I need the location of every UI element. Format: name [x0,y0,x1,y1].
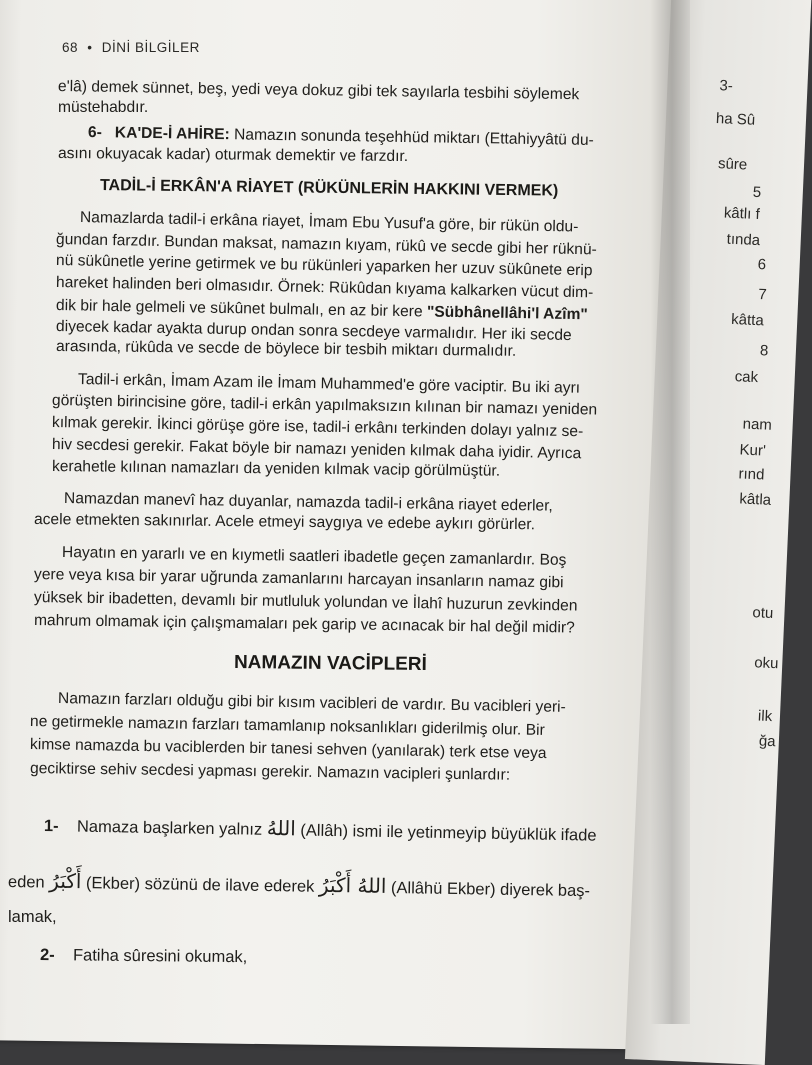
text-line: müstehabdır. [58,99,149,116]
text-line: acele etmekten sakınırlar. Acele etmeyi saygıya ve edebe aykırı görürler. [33,511,536,534]
right-page-fragment: Kur' [739,441,767,460]
right-page-fragment: otu [752,604,774,623]
text-line: kimse namazda bu vaciblerden bir tanesi sehven (yanılarak) terk etse veya [29,736,547,763]
book-gutter-shadow [650,0,690,1024]
right-page-fragment: 6 [757,256,767,274]
text-line: görüşten birincisine göre, tadil-i erkân yapılmaksızın kılınan bir namazı yeniden [51,392,598,419]
right-page-fragment: tında [726,230,761,250]
text-span: Namazın sonunda teşehhüd miktarı (Ettahiyyâtü du- [229,126,594,149]
text-span: Fatiha sûresini okumak, [72,946,248,967]
item-number: 1- [43,817,59,836]
right-page-fragment: nam [742,415,773,434]
item-number: 6- [87,124,103,142]
right-page-fragment: 8 [759,342,769,360]
text-line: Namazın farzları olduğu gibi bir kısım vacibleri de vardır. Bu vacibleri yeri- [57,690,566,716]
section-heading: NAMAZIN VACİPLERİ [233,652,427,676]
page-number: 68 [62,40,79,55]
text-line: lamak, [8,908,57,926]
arabic-text: اللهُ أَكْبَرُ [318,872,387,898]
text-span: Namaza başlarken yalnız [76,817,267,839]
section-heading: TADİL-İ ERKÂN'A RİAYET (RÜKÜNLERİN HAKKINI VERMEK) [99,177,559,200]
right-page-fragment: 7 [757,286,768,304]
list-item [40,946,247,967]
arabic-text: أَكْبَرُ [49,868,82,894]
right-page-fragment: kâtta [730,310,765,330]
text-line: nü sükûnetle yerine getirmek ve bu rükünleri yaparken her uzuv sükûnete erip [55,252,593,280]
right-page-fragment: rınd [738,465,765,484]
text-span: (Allâhü Ekber) diyerek baş- [386,878,591,901]
right-page-fragment: kâtlı f [723,204,761,224]
text-line: ne getirmekle namazın farzları tamamlanıp noksanlıkları giderilmiş olur. Bir [29,713,545,739]
text-line: geciktirse sehiv secdesi yapması gerekir. Namazın vacipleri şunlardır: [29,760,511,784]
right-page-fragment: sûre [717,155,748,174]
term-bold: KA'DE-İ AHİRE: [114,124,230,144]
header-separator: • [87,40,93,55]
book-title: DİNİ BİLGİLER [101,40,200,55]
text-line: asını okuyacak kadar) oturmak demektir ve farzdır. [57,145,409,166]
right-page-fragment: ğa [758,732,776,751]
text-line: Tadil-i erkân, İmam Azam ile İmam Muhammed'e göre vaciptir. Bu iki ayrı [77,371,581,397]
text-line: Namazdan manevî haz duyanlar, namazda tadil-i erkâna riayet ederler, [63,490,553,515]
quote-bold: "Sübhânellâhi'l Azîm" [426,303,588,324]
text-line: kılmak gerekir. İkinci görüşe göre ise, tadil-i erkânı terkinden dolayı yalnız se- [51,414,584,441]
text-line: yere veya kısa bir yarar uğrunda zamanlarını harcayan insanların namaz gibi [33,566,564,592]
right-page-fragment: kâtla [739,490,772,509]
right-page-fragment: 3- [719,77,734,95]
text-line: Namazlarda tadil-i erkâna riayet, İmam Ebu Yusuf'a göre, bir rükün oldu- [79,209,579,236]
text-line: mahrum olmamak için çalışmamaları pek garip ve acınacak bir hal değil midir? [33,612,575,637]
text-line: arasında, rükûda ve secde de böylece bir tesbih miktarı durmalıdır. [55,338,517,360]
right-page-fragment: oku [753,654,779,673]
text-span: (Allâh) ismi ile yetinmeyip büyüklük ifade [295,821,597,845]
text-line: e'lâ) demek sünnet, beş, yedi veya dokuz gibi tek sayılarla tesbihi söylemek [57,78,580,104]
arabic-text: اللهُ [266,815,297,841]
text-span: (Ekber) sözünü de ilave ederek [81,874,320,896]
text-span: eden [7,873,50,892]
text-line: diyecek kadar ayakta durup ondan sonra secdeye varmalıdır. Her iki secde [55,318,572,344]
right-page-fragment: cak [734,368,759,387]
right-page-fragment: ilk [757,707,773,726]
text-line: Hayatın en yararlı ve en kıymetli saatleri ibadetle geçen zamanlardır. Boş [61,544,567,569]
text-span: dik bir hale gelmeli ve sükûnet bulmalı, en az bir kere [55,297,428,321]
right-page-fragment: 5 [752,183,762,202]
running-header [62,40,200,55]
text-line: hiv secdesi gerekir. Fakat böyle bir namazı yeniden kılmak daha iyidir. Ayrıca [51,436,582,463]
text-line: kerahetle kılınan namazları da yeniden kılmak vacip görülmüştür. [51,458,501,480]
right-page-fragment: ha Sû [715,110,756,129]
item-number: 2- [39,946,55,965]
text-line: ğundan farzdır. Bundan maksat, namazın kıyam, rükû ve secde gibi her rüknü- [55,231,597,259]
text-line: hareket halinden beri olmasıdır. Örnek: Rükûdan kıyama kalkarken vücut dim- [55,274,594,302]
text-line: yüksek bir ibadetten, devamlı bir mutluluk yolundan ve İlahî huzurun zevkinden [33,589,578,615]
